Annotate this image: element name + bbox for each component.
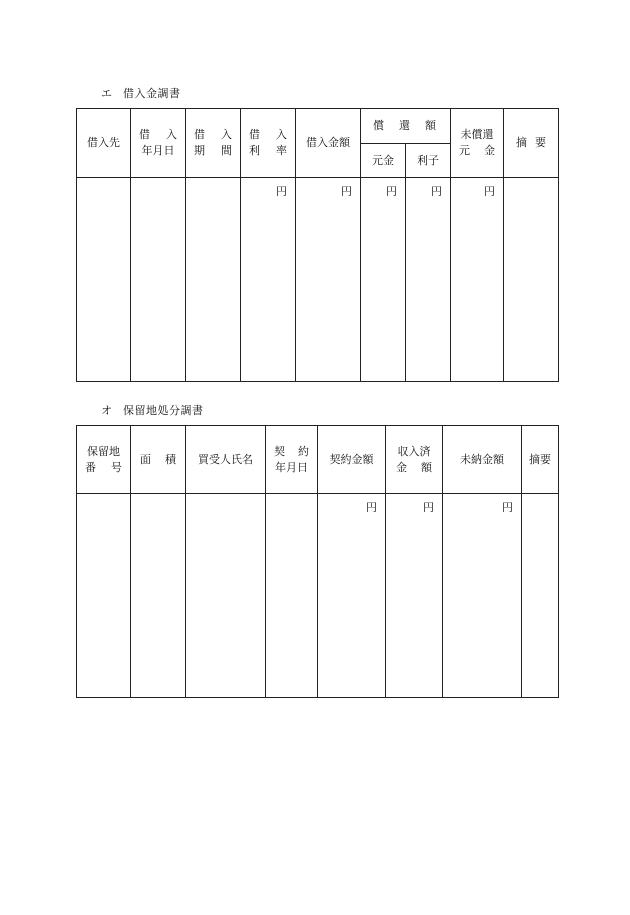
cell-unpaid-principal xyxy=(451,178,504,382)
cell-lender xyxy=(77,178,131,382)
header-contract-date: 契 約 年月日 xyxy=(266,426,318,494)
header-unpaid-amount: 未納金額 xyxy=(443,426,522,494)
cell-received-amount xyxy=(386,494,443,698)
cell-remarks xyxy=(504,178,559,382)
cell-loan-amount xyxy=(296,178,361,382)
cell-area xyxy=(131,494,186,698)
header-unpaid-principal: 未償還 元 金 xyxy=(451,109,504,178)
section-o-label: オ xyxy=(101,404,113,417)
header-lot-number: 保留地 番 号 xyxy=(77,426,131,494)
header-interest-rate: 借 入 利 率 xyxy=(241,109,296,178)
header-remarks: 摘要 xyxy=(522,426,559,494)
section-e-heading: 借入金調書 xyxy=(123,87,181,100)
unit-yen: 円 xyxy=(341,185,352,198)
header-contract-amount: 契約金額 xyxy=(318,426,386,494)
unit-yen: 円 xyxy=(386,185,397,198)
cell-contract-amount xyxy=(318,494,386,698)
unit-yen: 円 xyxy=(484,185,495,198)
cell-unpaid-amount xyxy=(443,494,522,698)
cell-interest xyxy=(406,178,451,382)
header-received-amount: 収入済 金 額 xyxy=(386,426,443,494)
cell-remarks xyxy=(522,494,559,698)
loan-table xyxy=(76,108,559,382)
header-area: 面 積 xyxy=(131,426,186,494)
cell-borrow-date xyxy=(131,178,186,382)
section-e-title xyxy=(101,85,181,101)
header-borrow-date: 借 入 年月日 xyxy=(131,109,186,178)
cell-contract-date xyxy=(266,494,318,698)
unit-yen: 円 xyxy=(502,501,513,514)
section-o-heading: 保留地処分調書 xyxy=(123,404,204,417)
cell-principal xyxy=(361,178,406,382)
unit-yen: 円 xyxy=(431,185,442,198)
header-repayment: 償 還 額 xyxy=(361,109,451,144)
unit-yen: 円 xyxy=(423,501,434,514)
unit-yen: 円 xyxy=(366,501,377,514)
unit-yen: 円 xyxy=(276,185,287,198)
header-lender: 借入先 xyxy=(77,109,131,178)
header-buyer-name: 買受人氏名 xyxy=(186,426,266,494)
header-loan-amount: 借入金額 xyxy=(296,109,361,178)
section-o-title xyxy=(101,402,204,418)
reserved-land-table xyxy=(76,425,559,698)
header-principal: 元金 xyxy=(361,144,406,178)
header-interest: 利子 xyxy=(406,144,451,178)
cell-interest-rate xyxy=(241,178,296,382)
header-borrow-period: 借 入 期 間 xyxy=(186,109,241,178)
cell-borrow-period xyxy=(186,178,241,382)
cell-lot-number xyxy=(77,494,131,698)
cell-buyer-name xyxy=(186,494,266,698)
header-remarks: 摘 要 xyxy=(504,109,559,178)
section-e-label: エ xyxy=(101,87,113,100)
